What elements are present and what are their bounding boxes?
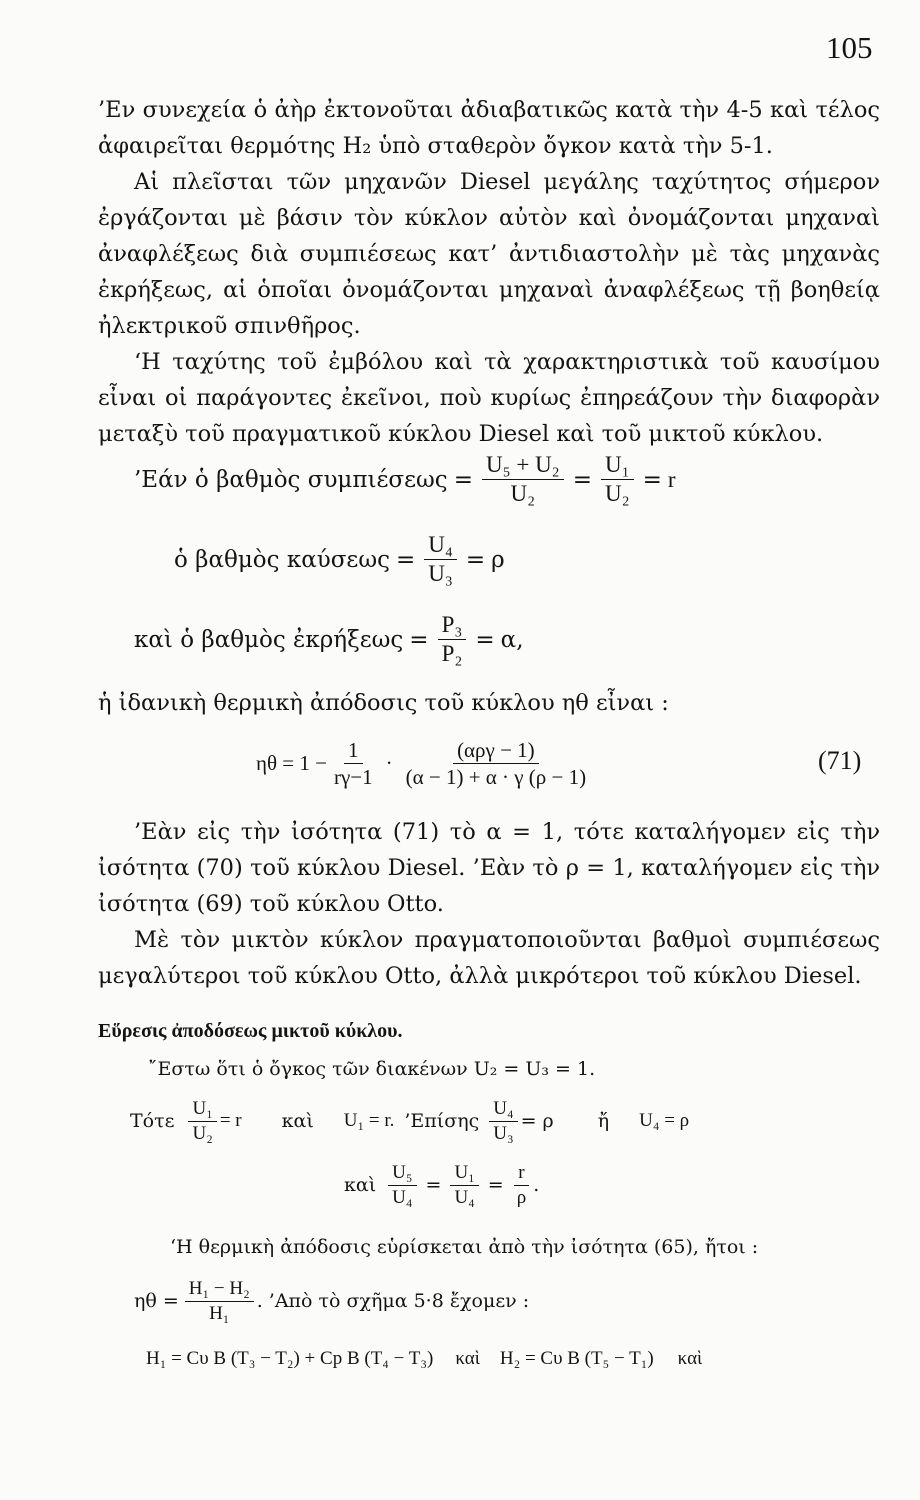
let-volume-line: ῎Εστω ὅτι ὁ ὄγκος τῶν διακένων U₂ = U₃ = 1. bbox=[148, 1058, 596, 1080]
then-fraction-2: $\frac{\text{U₄}}{\text{U₃}}$ bbox=[489, 1098, 517, 1145]
eq71-fraction-2: $\frac{\text{(αργ − 1)}}{(\alpha - 1) + \alpha \cdot \gamma (\rho - 1)}$ bbox=[405, 738, 587, 790]
efficiency-intro: ἡ ἰδανικὴ θερμικὴ ἀπόδοσις τοῦ κύκλου ηθ εἶναι : bbox=[98, 690, 669, 716]
equation-71: ηθ = 1 − $\frac{1}{r\gamma-1}$ · $\frac{\text{(αργ − 1)}}{(\alpha - 1) + \alpha \cdot \gamma (\rho - 1)}$ bbox=[256, 738, 593, 789]
equation-number-71: (71) bbox=[818, 746, 862, 775]
paragraph-compression-comparison: Μὲ τὸν μικτὸν κύκλον πραγματοποιοῦνται βαθμοὶ συμπιέσεως μεγαλύτεροι τοῦ κύκλου Otto, ἀλλὰ μικρότεροι τοῦ κύκλου Diesel. bbox=[98, 927, 880, 989]
paragraph-diesel-engines: Αἱ πλεῖσται τῶν μηχανῶν Diesel μεγάλης ταχύτητος σήμερον ἐργάζονται μὲ βάσιν τὸν κύκλον αὐτὸν καὶ ὀνομάζονται μηχαναὶ ἀναφλέξεως διὰ συμπιέσεως κατ’ ἀντιδιαστολὴν μὲ τὰς μηχανὰς ἐκρήξεως, αἱ ὁποῖαι ὀνομάζονται μηχαναὶ ἀναφλέξεως τῇ βοηθείᾳ ἠλεκτρικοῦ σπινθῆρος. bbox=[98, 169, 880, 339]
eta-equation-line: ηθ = $\frac{\text{H₁ − H₂}}{\text{H₁}}$ . ’Απὸ τὸ σχῆμα 5·8 ἔχομεν : bbox=[134, 1278, 530, 1324]
heat-equations-line: H₁ = Cυ B (T₃ − T₂) + Cp B (T₄ − T₃) καὶ H₂ = Cυ B (T₅ − T₁) καὶ bbox=[146, 1348, 703, 1369]
eq71-fraction-1: $\frac{1}{r\gamma-1}$ bbox=[333, 738, 373, 790]
page-number: 105 bbox=[826, 30, 873, 65]
paragraph-special-cases: ’Εὰν εἰς τὴν ἰσότητα (71) τὸ α = 1, τότε καταλήγομεν εἰς τὴν ἰσότητα (70) τοῦ κύκλου Diesel. ’Εὰν τὸ ρ = 1, καταλήγομεν εἰς τὴν ἰσότητα (69) τοῦ κύκλου Otto. bbox=[98, 819, 880, 917]
combustion-ratio-label: ὁ βαθμὸς καύσεως bbox=[174, 546, 390, 573]
combustion-fraction: $\frac{\text{U₄}}{\text{U₃}}$ bbox=[424, 532, 457, 588]
eta-fraction: $\frac{\text{H₁ − H₂}}{\text{H₁}}$ bbox=[185, 1278, 254, 1325]
compression-ratio-equation: ’Εάν ὁ βαθμὸς συμπιέσεως = $\frac{\text{U₅ + U₂}}{\text{U₂}}$ = $\frac{\text{U₁}}{\text{U₂}}$ = r bbox=[134, 452, 676, 507]
compression-fraction-1: $\frac{\text{U₅ + U₂}}{\text{U₂}}$ bbox=[482, 452, 564, 508]
compression-ratio-label: ’Εάν ὁ βαθμὸς συμπιέσεως bbox=[134, 466, 448, 493]
explosion-ratio-equation: καὶ ὁ βαθμὸς ἐκρήξεως = $\frac{\text{P₃}}{\text{P₂}}$ = α, bbox=[134, 612, 524, 667]
explosion-ratio-label: καὶ ὁ βαθμὸς ἐκρήξεως bbox=[134, 626, 404, 653]
and-fraction-1: $\frac{\text{U₅}}{\text{U₄}}$ bbox=[388, 1162, 416, 1209]
and-fraction-2: $\frac{\text{U₁}}{\text{U₄}}$ bbox=[450, 1162, 478, 1209]
and-fraction-3: $\frac{r}{\rho}$ bbox=[513, 1162, 530, 1209]
efficiency-found-line: ‘Η θερμικὴ ἀπόδοσις εὑρίσκεται ἀπὸ τὴν ἰσότητα (65), ἤτοι : bbox=[170, 1236, 759, 1258]
section-heading: Εὕρεσις ἀποδόσεως μικτοῦ κύκλου. bbox=[98, 1020, 403, 1042]
paragraph-piston-speed: ‘Η ταχύτης τοῦ ἐμβόλου καὶ τὰ χαρακτηριστικὰ τοῦ καυσίμου εἶναι οἱ παράγοντες ἐκεῖνοι, ποὺ κυρίως ἐπηρεάζουν τὴν διαφορὰν μεταξὺ τοῦ πραγματικοῦ κύκλου Diesel καὶ τοῦ μικτοῦ κύκλου. bbox=[98, 349, 880, 447]
then-fraction-1: $\frac{\text{U₁}}{\text{U₂}}$ bbox=[188, 1098, 216, 1145]
combustion-ratio-equation: ὁ βαθμὸς καύσεως = $\frac{\text{U₄}}{\text{U₃}}$ = ρ bbox=[174, 532, 505, 587]
and-relations-line: καὶ $\frac{\text{U₅}}{\text{U₄}}$ = $\frac{\text{U₁}}{\text{U₄}}$ = $\frac{r}{\rho}$ . bbox=[344, 1162, 540, 1208]
explosion-fraction: $\frac{\text{P₃}}{\text{P₂}}$ bbox=[438, 612, 467, 668]
then-relations-line: Τότε $\frac{\text{U₁}}{\text{U₂}}$ = r καὶ U₁ = r. ’Επίσης $\frac{\text{U₄}}{\text{U₃}}$ = ρ ἤ U₄ = ρ bbox=[130, 1098, 690, 1144]
paragraph-adiabatic-expansion: ’Εν συνεχεία ὁ ἀὴρ ἐκτονοῦται ἀδιαβατικῶς κατὰ τὴν 4-5 καὶ τέλος ἀφαιρεῖται θερμότης H₂ ὑπὸ σταθερὸν ὄγκον κατὰ τὴν 5-1. bbox=[98, 97, 880, 159]
compression-fraction-2: $\frac{\text{U₁}}{\text{U₂}}$ bbox=[601, 452, 634, 508]
